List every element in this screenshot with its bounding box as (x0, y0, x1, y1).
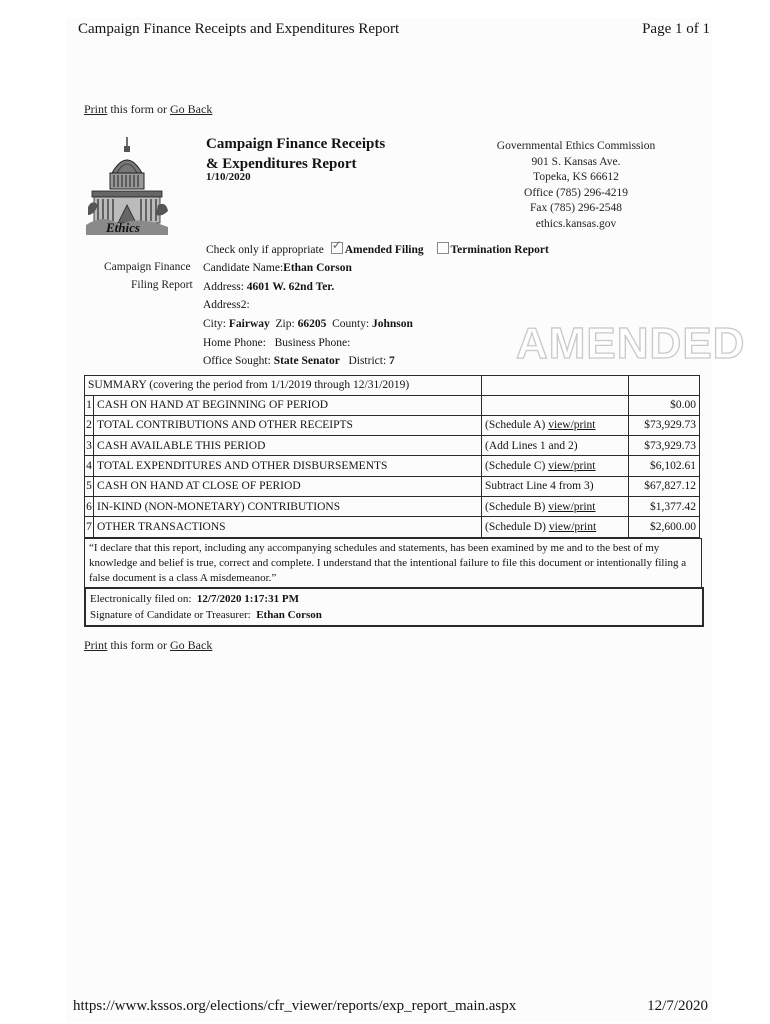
address2-label: Address2: (203, 299, 250, 312)
go-back-link-bottom[interactable]: Go Back (170, 638, 213, 652)
line-schedule-cell (482, 395, 629, 415)
line-schedule-cell (482, 496, 629, 516)
form-title-line2: & Expenditures Report (206, 156, 357, 172)
line-description: TOTAL CONTRIBUTIONS AND OTHER RECEIPTS (94, 415, 482, 435)
line-amount: $6,102.61 (629, 456, 700, 476)
zip-value: 66205 (297, 318, 327, 331)
top-nav-links (84, 102, 212, 117)
summary-table (84, 375, 700, 538)
agency-address: 901 S. Kansas Ave. (531, 155, 621, 168)
summary-line-row (85, 517, 700, 537)
address-value: 4601 W. 62nd Ter. (246, 280, 335, 293)
view-print-link[interactable]: view/print (548, 460, 596, 473)
summary-header-row (85, 376, 700, 396)
line-schedule: (Schedule C) (485, 460, 546, 473)
line-schedule-cell (482, 436, 629, 456)
view-print-link[interactable]: view/print (548, 500, 596, 513)
termination-report-checkbox[interactable] (437, 242, 449, 254)
address-label: Address: (203, 280, 244, 293)
line-number: 1 (85, 395, 94, 415)
agency-name: Governmental Ethics Commission (496, 140, 656, 152)
signature-label: Signature of Candidate or Treasurer: (90, 608, 251, 621)
summary-line-row (85, 476, 700, 496)
line-amount: $73,929.73 (629, 415, 700, 435)
candidate-info (203, 259, 413, 371)
side-label-line2: Filing Report (131, 279, 193, 291)
candidate-name-value: Ethan Corson (283, 262, 352, 274)
signature-value: Ethan Corson (256, 608, 322, 621)
agency-city: Topeka, KS 66612 (533, 171, 619, 183)
summary-line-row (85, 436, 700, 456)
view-print-link[interactable]: view/print (548, 520, 597, 533)
form-title-line1: Campaign Finance Receipts (206, 136, 386, 152)
line-description: OTHER TRANSACTIONS (94, 517, 482, 537)
agency-contact-block (478, 139, 674, 232)
line-number: 5 (85, 476, 94, 496)
nav-separator-text-bottom: this form or (110, 638, 168, 652)
electronic-filing-block (84, 587, 704, 627)
candidate-name-label: Candidate Name: (203, 262, 284, 274)
office-sought-label: Office Sought: (203, 355, 271, 368)
nav-separator-text: this form or (110, 102, 168, 116)
view-print-link[interactable]: view/print (548, 419, 596, 432)
check-prompt: Check only if appropriate (206, 244, 324, 256)
amended-watermark: AMENDED (516, 319, 746, 368)
filed-on-value: 12/7/2020 1:17:31 PM (196, 593, 299, 605)
line-description: CASH AVAILABLE THIS PERIOD (94, 436, 482, 456)
agency-office-phone: Office (785) 296-4219 (524, 186, 628, 199)
amended-filing-checkbox[interactable] (331, 242, 343, 254)
home-phone-label: Home Phone: (203, 336, 266, 349)
line-schedule: (Add Lines 1 and 2) (485, 439, 578, 452)
line-schedule-cell (482, 476, 629, 496)
district-label: District: (348, 355, 387, 368)
business-phone-label: Business Phone: (274, 336, 351, 349)
line-schedule-cell (482, 415, 629, 435)
declaration-text: “I declare that this report, including any accompanying schedules and statements, has been examined by me and to the best of my knowledge and belief is true, correct and complete. I understand that the intentional failure to file this document or intentionally filing a false document is a class A misdemeanor.” (84, 538, 702, 588)
summary-line-row (85, 415, 700, 435)
filed-on-label: Electronically filed on: (90, 593, 192, 605)
termination-report-label: Termination Report (450, 244, 549, 256)
office-sought-value: State Senator (273, 355, 340, 368)
line-description: CASH ON HAND AT CLOSE OF PERIOD (94, 476, 482, 496)
line-number: 3 (85, 436, 94, 456)
print-footer-date: 12/7/2020 (647, 998, 708, 1014)
zip-label: Zip: (275, 318, 295, 331)
line-schedule: (Schedule B) (485, 500, 546, 513)
line-schedule: Subtract Line 4 from 3) (485, 480, 594, 493)
line-schedule-cell (482, 517, 629, 537)
print-header-page-number: Page 1 of 1 (642, 21, 710, 37)
summary-line-row (85, 496, 700, 516)
line-amount: $0.00 (629, 395, 700, 415)
line-description: IN-KIND (NON-MONETARY) CONTRIBUTIONS (94, 496, 482, 516)
county-value: Johnson (372, 318, 413, 331)
kansas-capitol-seal-icon (84, 135, 170, 235)
line-number: 4 (85, 456, 94, 476)
print-header-title: Campaign Finance Receipts and Expenditures Report (78, 21, 400, 37)
go-back-link[interactable]: Go Back (170, 102, 213, 116)
line-number: 7 (85, 517, 94, 537)
print-footer-url: https://www.kssos.org/elections/cfr_viewer/reports/exp_report_main.aspx (73, 998, 517, 1014)
city-value: Fairway (228, 318, 270, 331)
line-amount: $67,827.12 (629, 476, 700, 496)
amended-filing-label: Amended Filing (344, 244, 424, 256)
line-description: CASH ON HAND AT BEGINNING OF PERIOD (94, 395, 482, 415)
print-link[interactable]: Print (84, 102, 108, 116)
line-description: TOTAL EXPENDITURES AND OTHER DISBURSEMENTS (94, 456, 482, 476)
agency-website: ethics.kansas.gov (535, 217, 617, 230)
summary-header: SUMMARY (covering the period from 1/1/2019 through 12/31/2019) (85, 376, 482, 396)
form-date: 1/10/2020 (206, 171, 251, 183)
city-label: City: (203, 318, 227, 331)
side-label-line1: Campaign Finance (104, 261, 191, 273)
line-amount: $1,377.42 (629, 496, 700, 516)
line-schedule: (Schedule A) (485, 419, 546, 432)
form-title (206, 134, 385, 174)
seal-label-text: Ethics (106, 220, 140, 235)
agency-fax: Fax (785) 296-2548 (530, 202, 622, 214)
summary-line-row (85, 395, 700, 415)
county-label: County: (332, 318, 370, 331)
line-schedule: (Schedule D) (485, 520, 546, 533)
district-value: 7 (389, 355, 395, 368)
line-amount: $2,600.00 (629, 517, 700, 537)
summary-line-row (85, 456, 700, 476)
line-number: 6 (85, 496, 94, 516)
line-number: 2 (85, 415, 94, 435)
print-link-bottom[interactable]: Print (84, 638, 108, 652)
line-schedule-cell (482, 456, 629, 476)
line-amount: $73,929.73 (629, 436, 700, 456)
filing-type-checks (206, 242, 549, 256)
bottom-nav-links (84, 638, 212, 653)
